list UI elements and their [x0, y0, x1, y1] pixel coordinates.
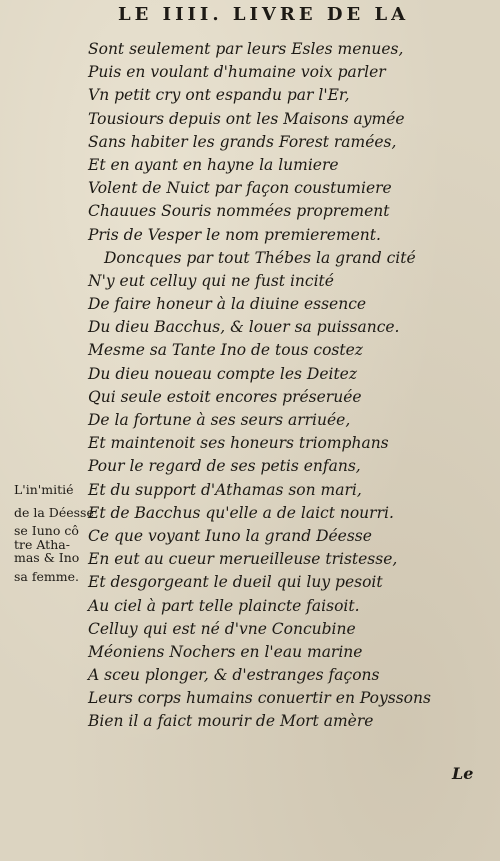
verse-text [88, 38, 498, 734]
margin-note-line: de la Déesse [14, 505, 94, 521]
verse-line: Du dieu Bacchus, & louer sa puissance. [88, 318, 400, 337]
verse-line: Méoniens Nochers en l'eau marine [88, 642, 363, 661]
verse-line: Volent de Nuict par façon coustumiere [88, 179, 392, 198]
verse-line: Puis en voulant d'humaine voix parler [88, 63, 386, 82]
verse-line: Pris de Vesper le nom premierement. [88, 225, 381, 244]
running-header: LE IIII. LIVRE DE LA [118, 4, 410, 25]
margin-note-line: mas & Ino [14, 550, 80, 566]
verse-line: De faire honeur à la diuine essence [88, 295, 367, 314]
verse-line: Sont seulement par leurs Esles menues, [88, 40, 404, 58]
verse-line: Mesme sa Tante Ino de tous costez [88, 341, 363, 360]
verse-line: Et maintenoit ses honeurs triomphans [88, 434, 389, 453]
verse-line: Et en ayant en hayne la lumiere [88, 155, 339, 174]
margin-note-line: se Iuno cô [14, 523, 79, 539]
verse-line: Au ciel à part telle plaincte faisoit. [88, 596, 360, 615]
margin-note-line: L'in'mitié [14, 482, 74, 497]
verse-line: Pour le regard de ses petis enfans, [88, 457, 361, 476]
verse-line: Vn petit cry ont espandu par l'Er, [88, 86, 350, 105]
verse-line: Chauues Souris nommées proprement [88, 202, 390, 221]
verse-line: Et desgorgeant le dueil qui luy pesoit [88, 573, 383, 592]
margin-note-line: tre Atha- [14, 536, 70, 552]
verse-line: En eut au cueur merueilleuse tristesse, [88, 550, 398, 569]
verse-line: Leurs corps humains conuertir en Poyssons [88, 689, 431, 708]
verse-line: Et du support d'Athamas son mari, [88, 480, 362, 499]
verse-line: Qui seule estoit encores préseruée [88, 387, 362, 406]
verse-line: Doncques par tout Thébes la grand cité [104, 248, 416, 267]
verse-line: A sceu plonger, & d'estranges façons [88, 666, 380, 685]
verse-line: Ce que voyant Iuno la grand Déesse [88, 526, 372, 545]
verse-line: Bien il a faict mourir de Mort amère [88, 712, 374, 731]
verse-line: Celluy qui est né d'vne Concubine [88, 619, 356, 638]
verse-line: Sans habiter les grands Forest ramées, [88, 132, 397, 151]
verse-line: Et de Bacchus qu'elle a de laict nourri. [88, 503, 394, 522]
catchword: Le [452, 764, 474, 783]
margin-note [14, 478, 94, 588]
verse-line: N'y eut celluy qui ne fust incité [88, 271, 334, 290]
verse-line: Du dieu noueau compte les Deitez [88, 364, 358, 383]
verse-line: De la fortune à ses seurs arriuée, [88, 411, 351, 429]
margin-note-line: sa femme. [14, 568, 79, 584]
verse-line: Tousiours depuis ont les Maisons aymée [88, 109, 405, 128]
